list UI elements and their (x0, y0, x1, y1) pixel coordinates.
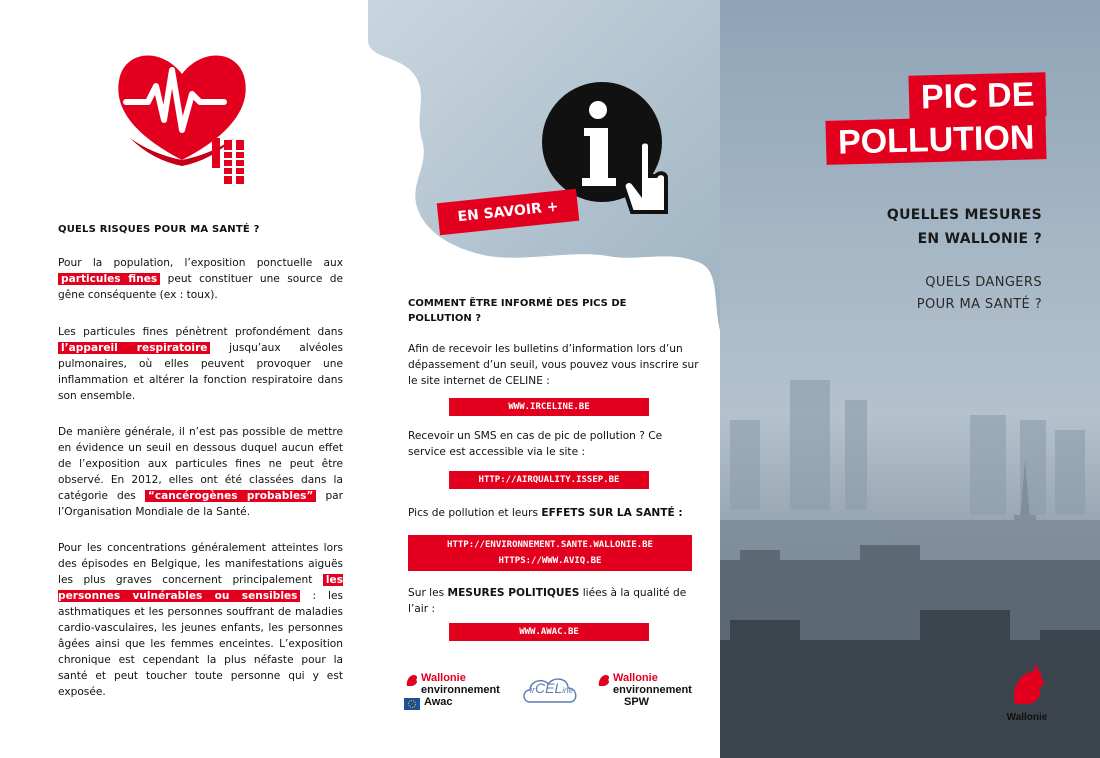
text-fragment: peut constituer une source de gêne conséquente (ex : toux). (58, 273, 344, 301)
logo-text-wallonie: Wallonie (613, 672, 658, 684)
text-emphasis: MESURES POLITIQUES (447, 587, 580, 599)
highlight-particules-fines: particules fines (58, 273, 160, 285)
link-awac[interactable]: WWW.AWAC.BE (449, 623, 649, 641)
highlight-personnes-vulnerables: les personnes vulnérables ou sensibles (58, 574, 344, 602)
text-fragment: : les asthmatiques et les personnes souffrant de maladies cardio-vasculaires, les jeunes enfants, les personnes âgées ainsi que les femmes enceintes. L’exposition chronique est cependant la plus néfaste pour la santé et peut toucher toute personne qui y est exposée. (58, 590, 344, 698)
text-fragment: Les particules fines pénètrent profondément dans (58, 326, 343, 338)
logo-text-cel: CEL (535, 680, 563, 696)
text-fragment: Pour les concentrations généralement atteintes lors des épisodes en Belgique, les manifestations aiguës les plus graves concernent principalement (58, 542, 343, 586)
cover-question-dangers (917, 272, 1042, 316)
cover-question-line: EN WALLONIE ? (917, 231, 1042, 247)
text-fragment: Pics de pollution et leurs (408, 507, 538, 519)
text-fragment: De manière générale, il n’est pas possible de mettre en évidence un seuil en dessous duquel aucun effet de l’exposition aux particules fines ne peut être observé. En 2012, elles ont été classées dans la catégorie des (58, 426, 343, 502)
text-fragment: jusqu’aux alvéoles pulmonaires, où elles peuvent provoquer une inflammation et altérer la fonction respiratoire dans son ensemble. (58, 342, 343, 402)
cover-question-mesures (887, 203, 1042, 251)
logo-wallonie-awac (404, 672, 500, 708)
logo-text-wallonie: Wallonie (421, 672, 466, 684)
logo-text-spw: SPW (624, 696, 650, 708)
section-title-informe: COMMENT ÊTRE INFORMÉ DES PICS DE POLLUTION ? (408, 298, 627, 324)
cover-title-line1: PIC DE (908, 72, 1046, 120)
section-title-risques: QUELS RISQUES POUR MA SANTÉ ? (58, 224, 260, 235)
left-panel (0, 0, 368, 758)
paragraph-seuil (58, 424, 343, 520)
link-airquality[interactable]: HTTP://AIRQUALITY.ISSEP.BE (449, 471, 649, 489)
logo-wallonie-spw (596, 672, 692, 708)
paragraph-sms: Recevoir un SMS en cas de pic de pollution ? Ce service est accessible via le site : (408, 430, 663, 458)
cover-title-line2: POLLUTION (825, 115, 1047, 165)
paragraph-effets-sante (408, 505, 703, 521)
text-fragment: Pour la population, l’exposition ponctuelle aux (58, 257, 343, 269)
middle-panel (368, 0, 720, 758)
links-sante (408, 535, 692, 571)
text-emphasis: EFFETS SUR LA SANTÉ : (541, 507, 683, 519)
text-fragment: liées à la qualité de l’air : (408, 587, 687, 615)
logo-irceline (520, 672, 582, 708)
highlight-appareil-respiratoire: l’appareil respiratoire (58, 342, 210, 354)
logo-text-ir: ir (530, 685, 535, 695)
cover-question-line: QUELS DANGERS (925, 275, 1042, 290)
paragraph-mesures-politiques (408, 585, 703, 617)
link-irceline[interactable]: WWW.IRCELINE.BE (449, 398, 649, 416)
text-fragment: Sur les (408, 587, 445, 599)
rooster-icon (1007, 664, 1047, 708)
logo-text-awac: Awac (424, 696, 453, 708)
eu-flag-icon (404, 698, 420, 710)
right-panel-cover (720, 0, 1100, 758)
wallonie-logo (1002, 664, 1052, 723)
paragraph-penetration (58, 324, 343, 404)
highlight-cancerogenes: “cancérogènes probables” (145, 490, 317, 502)
cover-question-line: POUR MA SANTÉ ? (916, 297, 1042, 312)
logo-text-environnement: environnement (421, 684, 500, 696)
cover-question-line: QUELLES MESURES (886, 207, 1042, 223)
rooster-icon (596, 672, 612, 688)
paragraph-exposition (58, 255, 343, 303)
rooster-icon (404, 672, 420, 688)
link-environnement-sante[interactable]: HTTP://ENVIRONNEMENT.SANTE.WALLONIE.BE (447, 540, 653, 550)
paragraph-bulletins: Afin de recevoir les bulletins d’information lors d’un dépassement d’un seuil, vous pouvez vous inscrire sur le site internet de CELINE : (408, 343, 699, 387)
wallonie-logo-text: Wallonie (1006, 712, 1048, 723)
link-aviq[interactable]: HTTPS://WWW.AVIQ.BE (498, 556, 602, 566)
text-fragment: par l’Organisation Mondiale de la Santé. (58, 490, 344, 518)
logo-text-ine: ine (562, 686, 573, 695)
logo-text-environnement: environnement (613, 684, 692, 696)
paragraph-concentrations (58, 540, 343, 700)
en-savoir-plus-button[interactable]: EN SAVOIR + (437, 189, 580, 235)
heart-pulse-factory-icon (112, 42, 252, 192)
